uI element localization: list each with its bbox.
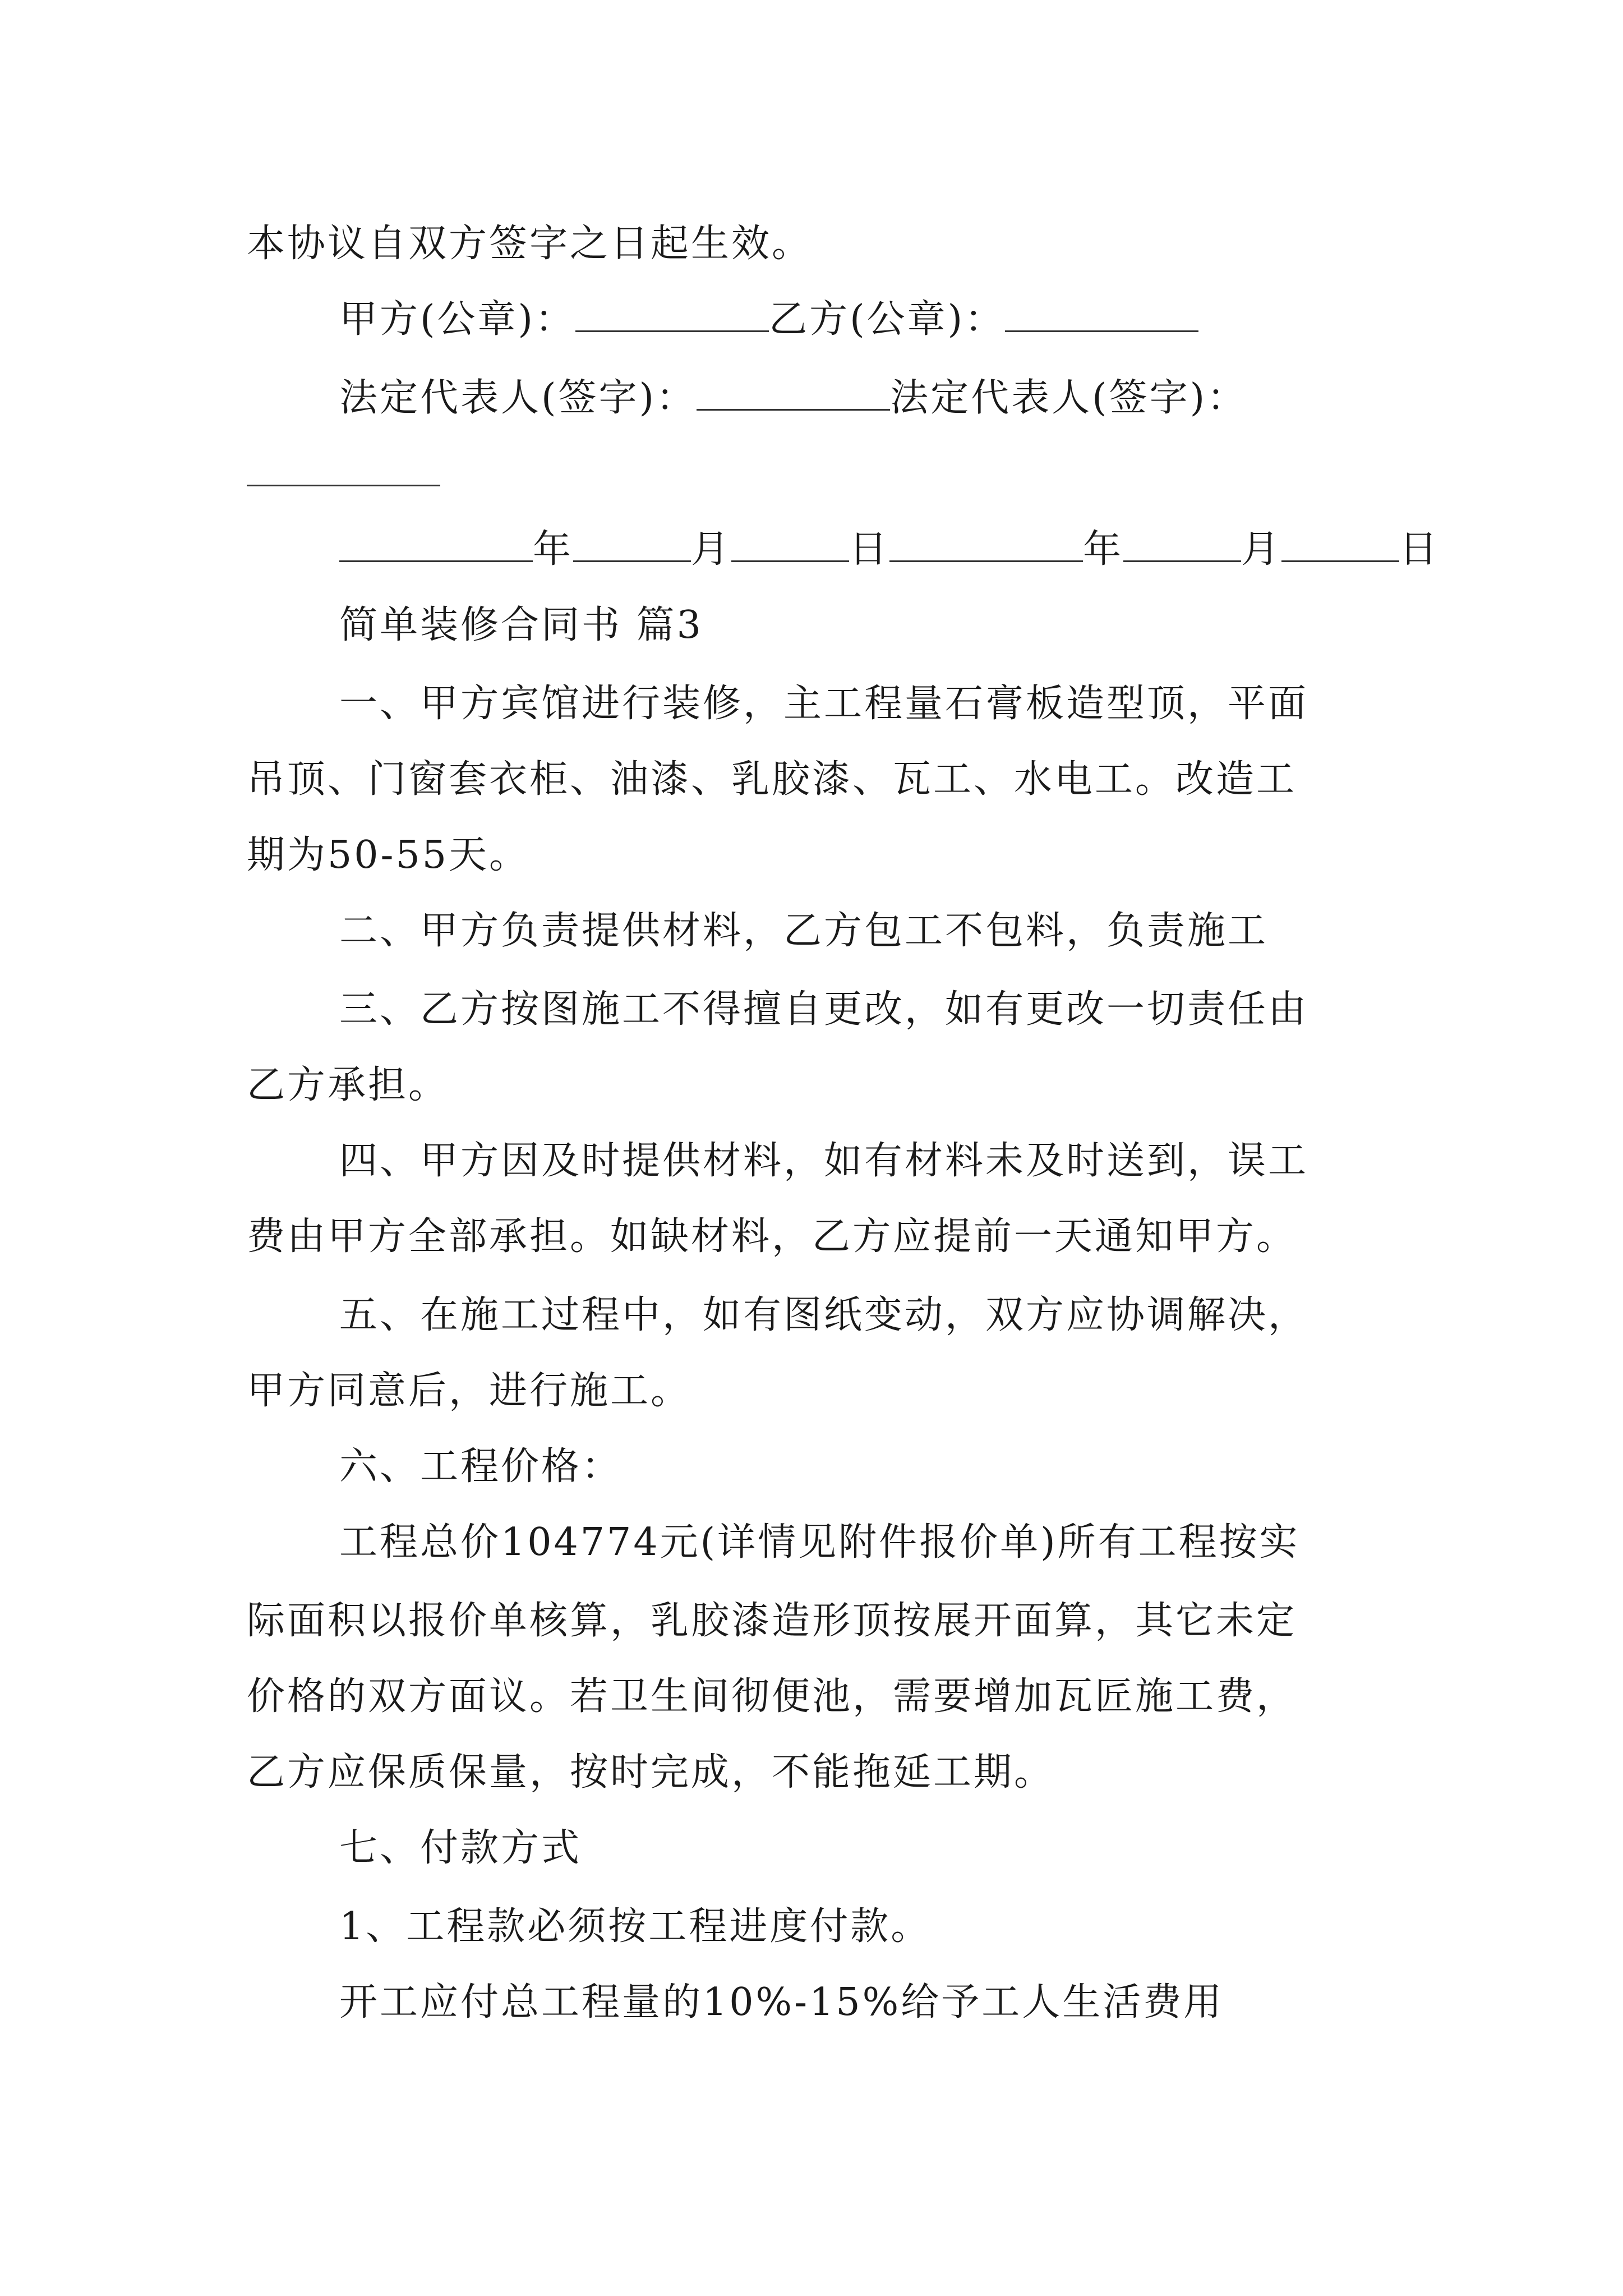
price-line-3: 价格的双方面议。若卫生间彻便池，需要增加瓦匠施工费， bbox=[247, 1674, 1297, 1719]
rep-a-label: 法定代表人(签字)： bbox=[339, 376, 697, 420]
clause-1-line-1: 一、甲方宾馆进行装修，主工程量石膏板造型顶，平面 bbox=[339, 682, 1309, 726]
price-line-1: 工程总价104774元(详情见附件报价单)所有工程按实 bbox=[339, 1520, 1300, 1565]
date-line bbox=[339, 524, 1440, 575]
date-a-year: 年 bbox=[533, 527, 574, 572]
clause-5-line-2: 甲方同意后，进行施工。 bbox=[247, 1369, 691, 1413]
date-a-month-blank bbox=[573, 527, 691, 562]
clause-3-line-1: 三、乙方按图施工不得擅自更改，如有更改一切责任由 bbox=[339, 987, 1309, 1032]
clause-3-line-2: 乙方承担。 bbox=[247, 1063, 449, 1107]
clause-2: 二、甲方负责提供材料，乙方包工不包料，负责施工 bbox=[339, 909, 1269, 953]
payment-item-1: 1、工程款必须按工程进度付款。 bbox=[339, 1904, 932, 1949]
date-b-year: 年 bbox=[1083, 527, 1124, 572]
price-line-4: 乙方应保质保量，按时完成，不能拖延工期。 bbox=[247, 1750, 1055, 1795]
date-b-day: 日 bbox=[1399, 527, 1440, 572]
date-a-day: 日 bbox=[849, 527, 890, 572]
rep-b-label: 法定代表人(签字)： bbox=[890, 376, 1248, 420]
clause-4-line-2: 费由甲方全部承担。如缺材料，乙方应提前一天通知甲方。 bbox=[247, 1214, 1297, 1259]
date-a-day-blank bbox=[731, 527, 849, 562]
section-title: 简单装修合同书 篇3 bbox=[339, 603, 703, 647]
seal-line bbox=[339, 295, 1198, 345]
rep-b-blank bbox=[247, 451, 440, 486]
date-b-year-blank bbox=[889, 527, 1083, 562]
party-a-seal-label: 甲方(公章)： bbox=[339, 297, 576, 342]
date-a-month: 月 bbox=[691, 527, 732, 572]
clause-4-line-1: 四、甲方因及时提供材料，如有材料未及时送到，误工 bbox=[339, 1139, 1309, 1183]
date-b-day-blank bbox=[1281, 527, 1399, 562]
date-b-month: 月 bbox=[1241, 527, 1282, 572]
clause-1-line-3: 期为50-55天。 bbox=[247, 833, 530, 877]
date-a-year-blank bbox=[339, 527, 533, 562]
clause-7-heading: 七、付款方式 bbox=[339, 1826, 582, 1870]
clause-5-line-1: 五、在施工过程中，如有图纸变动，双方应协调解决， bbox=[339, 1293, 1309, 1337]
party-b-seal-label: 乙方(公章)： bbox=[769, 297, 1006, 342]
party-b-seal-blank bbox=[1005, 297, 1198, 332]
price-line-2: 际面积以报价单核算，乳胶漆造形顶按展开面算，其它未定 bbox=[247, 1599, 1297, 1643]
clause-6-heading: 六、工程价格： bbox=[339, 1444, 623, 1489]
payment-item-2: 开工应付总工程量的10%-15%给予工人生活费用 bbox=[339, 1980, 1224, 2024]
representative-line bbox=[339, 373, 1247, 424]
party-a-seal-blank bbox=[575, 297, 769, 332]
rep-b-blank-line bbox=[247, 449, 440, 499]
clause-1-line-2: 吊顶、门窗套衣柜、油漆、乳胶漆、瓦工、水电工。改造工 bbox=[247, 757, 1297, 802]
date-b-month-blank bbox=[1123, 527, 1241, 562]
effective-clause: 本协议自双方签字之日起生效。 bbox=[247, 222, 813, 266]
rep-a-blank bbox=[697, 375, 890, 411]
